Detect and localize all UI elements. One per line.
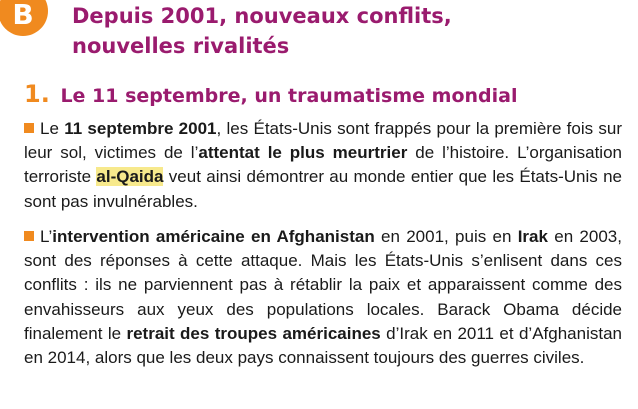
section-letter: B (12, 0, 34, 31)
subsection-title: Le 11 septembre, un traumatisme mondial (60, 85, 518, 107)
subsection-number: 1. (24, 80, 50, 108)
bold-term: retrait des troupes américaines (126, 323, 381, 343)
paragraph-interventions (24, 225, 622, 370)
text-run: de l’histoire. L’organisation terroriste (24, 143, 622, 187)
square-bullet-icon (24, 231, 34, 241)
bold-term: intervention américaine en Afghanistan (52, 227, 375, 246)
text-run: Le (40, 119, 65, 138)
bold-term: attentat le plus meurtrier (198, 143, 408, 163)
paragraph-attentat (24, 117, 622, 214)
text-run: en 2001, puis en (374, 227, 518, 246)
subsection-heading (24, 80, 517, 110)
square-bullet-icon (24, 123, 34, 133)
section-title (72, 1, 592, 61)
highlighted-term: al-Qaida (96, 167, 164, 187)
section-letter-badge (0, 0, 48, 36)
text-run: en 2003, sont des réponses à cette attaque. Mais les États-Unis s’enlisent dans ces conflits : ils ne parviennent pas à rétablir la paix et apparaissent comme des envahisseurs aux yeux des populations locales. Barack Obama décide finalement le (24, 227, 622, 343)
section-title-line1: Depuis 2001, nouveaux conflits, (72, 4, 452, 28)
text-run: , les États-Unis sont frappés pour la première fois sur leur sol, victimes de l’ (24, 119, 622, 163)
bold-term: Irak (517, 227, 548, 246)
text-run: veut ainsi démontrer au monde entier que les États-Unis ne sont pas invulnérables. (24, 167, 622, 211)
text-run: d’Irak en 2011 et d’Afghanistan en 2014, alors que les deux pays connaissent toujours des guerres civiles. (24, 323, 622, 368)
text-run: L’ (40, 227, 53, 246)
section-title-line2: nouvelles rivalités (72, 34, 290, 58)
bold-term: 11 septembre 2001 (64, 119, 217, 138)
